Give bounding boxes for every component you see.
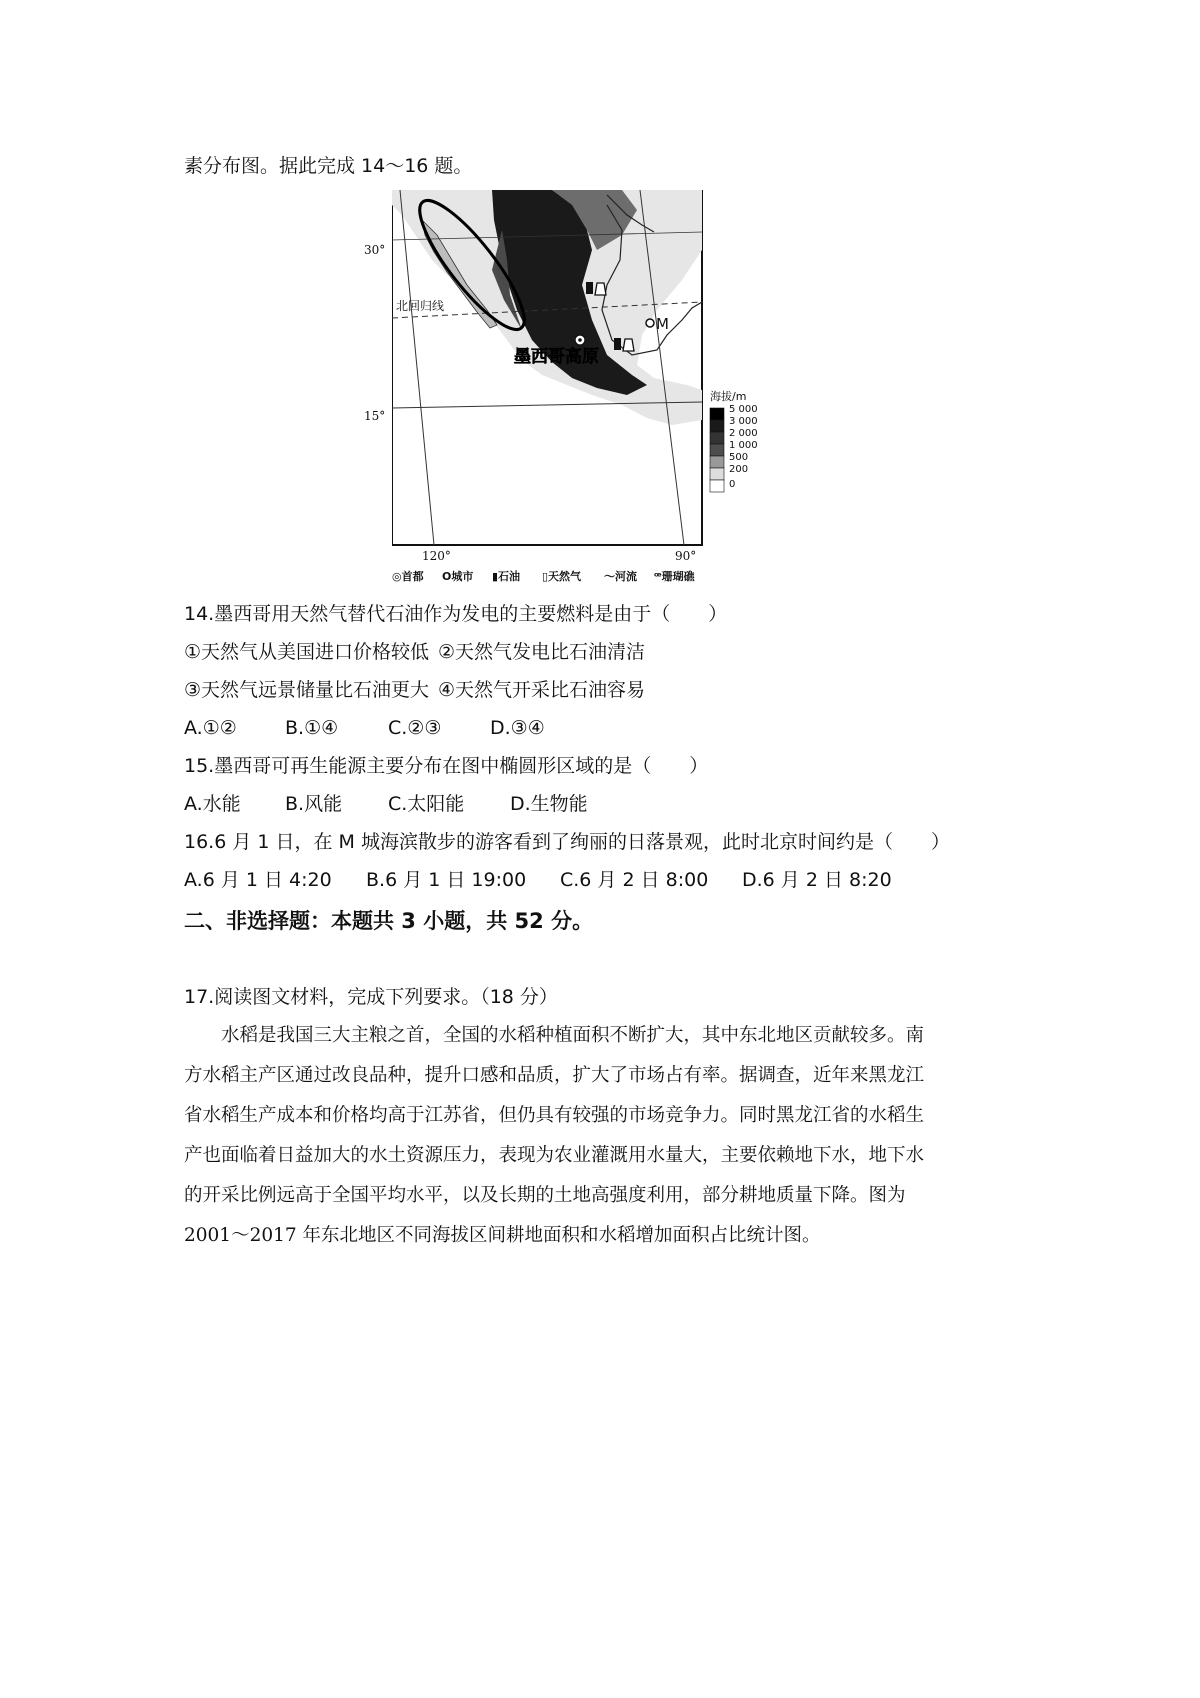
lon-label-120: 120° [422, 549, 451, 563]
mexico-map [392, 190, 792, 590]
symbol-legend-gas: ▯天然气 [542, 570, 582, 583]
gas-symbol [595, 283, 606, 295]
gas-symbol [623, 339, 634, 351]
legend-value: 200 [729, 464, 749, 475]
q14-statement-3: ③天然气远景储量比石油更大 [184, 679, 430, 701]
lon-label-90: 90° [675, 549, 697, 563]
q16-stem: 16.6 月 1 日，在 M 城海滨散步的游客看到了绚丽的日落景观，此时北京时间约是（ ） [184, 831, 950, 853]
symbol-legend-capital: ◎首都 [392, 570, 424, 583]
section-2-heading: 二、非选择题：本题共 3 小题，共 52 分。 [184, 909, 594, 933]
symbol-legend-city: O城市 [442, 570, 474, 583]
q16-option-d: D.6 月 2 日 8:20 [742, 869, 892, 891]
legend-value: 0 [729, 479, 736, 490]
q14-option-c: C.②③ [388, 717, 442, 739]
oil-symbol [614, 338, 621, 350]
q14-stem: 14.墨西哥用天然气替代石油作为发电的主要燃料是由于（ ） [184, 603, 728, 625]
q17-paragraph-line: 2001～2017 年东北地区不同海拔区间耕地面积和水稻增加面积占比统计图。 [184, 1225, 821, 1246]
city-label: M [656, 315, 669, 333]
q14-statement-2: ②天然气发电比石油清洁 [438, 641, 646, 663]
q17-paragraph-line: 省水稻生产成本和价格均高于江苏省，但仍具有较强的市场竞争力。同时黑龙江省的水稻生 [184, 1105, 925, 1126]
q15-option-b: B.风能 [285, 793, 343, 815]
intro-text: 素分布图。据此完成 14～16 题。 [184, 155, 473, 177]
legend-value: 1 000 [729, 440, 758, 451]
elevation-legend [710, 408, 724, 492]
lat-label-15: 15° [364, 409, 386, 423]
q14-option-d: D.③④ [490, 717, 545, 739]
q14-statement-4: ④天然气开采比石油容易 [438, 679, 646, 701]
q14-statement-1: ①天然气从美国进口价格较低 [184, 641, 430, 663]
q14-option-b: B.①④ [285, 717, 339, 739]
legend-value: 500 [729, 452, 749, 463]
q15-option-a: A.水能 [184, 793, 241, 815]
q16-option-b: B.6 月 1 日 19:00 [366, 869, 527, 891]
plateau-label: 墨西哥高原 [514, 347, 599, 367]
q15-option-c: C.太阳能 [388, 793, 465, 815]
q15-option-d: D.生物能 [510, 793, 588, 815]
symbol-legend-coral: ꟹ珊瑚礁 [654, 570, 695, 583]
q16-option-c: C.6 月 2 日 8:00 [560, 869, 709, 891]
oil-symbol [586, 282, 593, 294]
q17-stem: 17.阅读图文材料，完成下列要求。（18 分） [184, 986, 558, 1008]
q15-stem: 15.墨西哥可再生能源主要分布在图中椭圆形区域的是（ ） [184, 755, 709, 777]
legend-title: 海拔/m [710, 390, 747, 403]
q17-paragraph-line: 水稻是我国三大主粮之首，全国的水稻种植面积不断扩大，其中东北地区贡献较多。南 [184, 1025, 925, 1046]
q17-paragraph-line: 方水稻主产区通过改良品种，提升口感和品质，扩大了市场占有率。据调查，近年来黑龙江 [184, 1065, 925, 1086]
symbol-legend-oil: ▮石油 [492, 570, 521, 583]
legend-value: 5 000 [729, 404, 758, 415]
q16-option-a: A.6 月 1 日 4:20 [184, 869, 332, 891]
city-m-symbol [646, 319, 654, 327]
q17-paragraph-line: 的开采比例远高于全国平均水平，以及长期的土地高强度利用，部分耕地质量下降。图为 [184, 1185, 906, 1206]
lat-label-30: 30° [364, 243, 386, 257]
q17-paragraph-line: 产也面临着日益加大的水土资源压力，表现为农业灌溉用水量大，主要依赖地下水，地下水 [184, 1145, 925, 1166]
legend-value: 2 000 [729, 428, 758, 439]
symbol-legend-river: 〜河流 [604, 570, 637, 583]
q14-option-a: A.①② [184, 717, 237, 739]
legend-value: 3 000 [729, 416, 758, 427]
tropic-label: 北回归线 [396, 299, 445, 313]
